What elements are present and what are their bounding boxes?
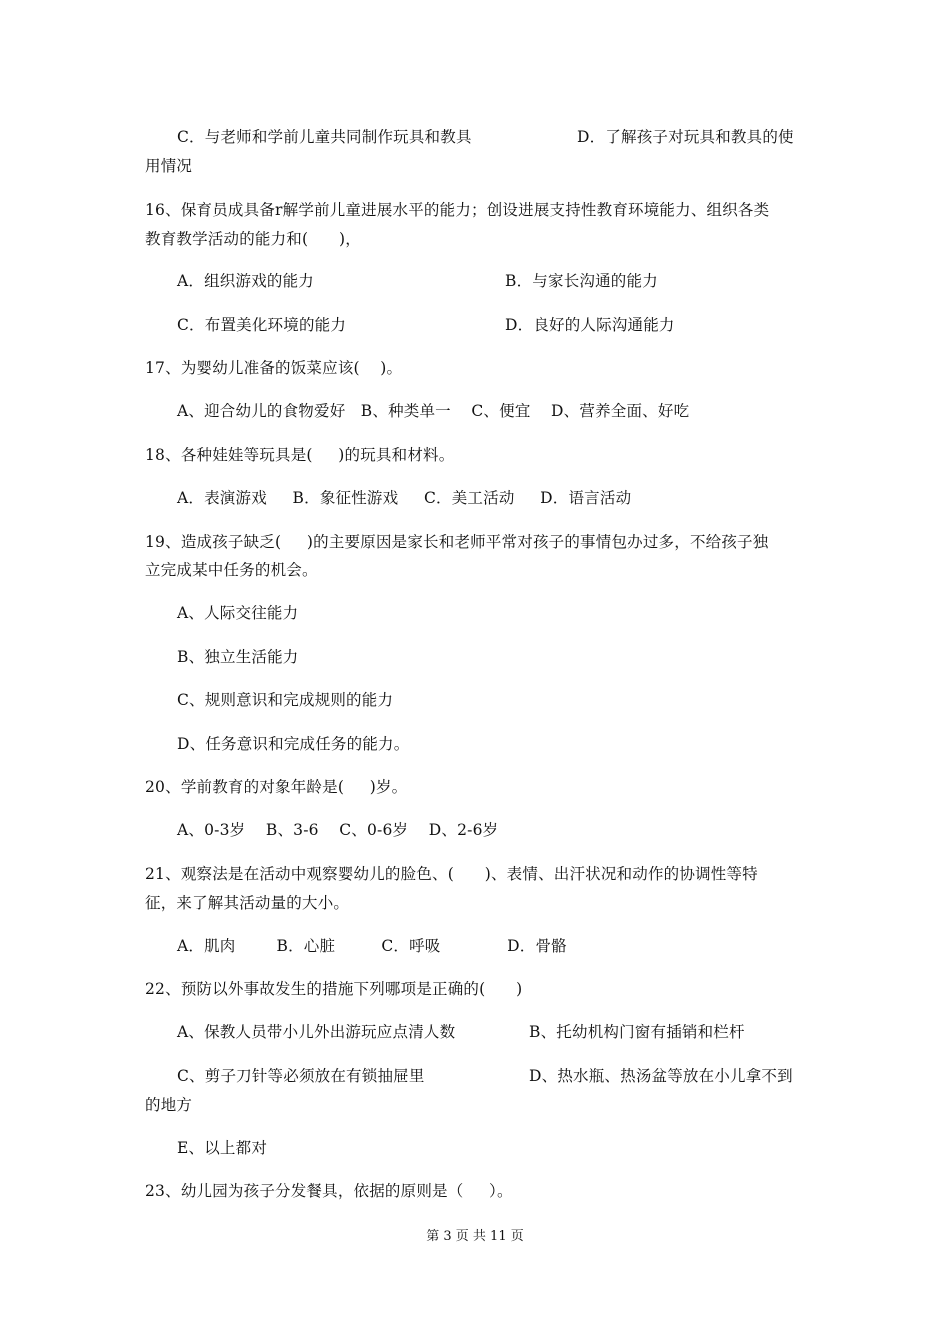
q20-stem: 20、学前教育的对象年龄是( )岁。 <box>145 778 408 796</box>
q22-option-d: D、热水瓶、热汤盆等放在小儿拿不到 <box>529 1067 793 1085</box>
q16-option-d: D．良好的人际沟通能力 <box>505 316 675 334</box>
q15-option-d: D．了解孩子对玩具和教具的使 <box>577 128 794 146</box>
q21-stem: 21、观察法是在活动中观察婴幼儿的脸色、( )、表情、出汗状况和动作的协调性等特 <box>145 865 758 883</box>
q19-option-c: C、规则意识和完成规则的能力 <box>177 691 394 709</box>
q18-stem: 18、各种娃娃等玩具是( )的玩具和材料。 <box>145 446 455 464</box>
q22-option-d-wrap: 的地方 <box>145 1096 193 1114</box>
q19-option-b: B、独立生活能力 <box>177 648 299 666</box>
q17-options: A、迎合幼儿的食物爱好 B、种类单一 C、便宜 D、营养全面、好吃 <box>177 402 690 420</box>
q16-option-c: C．布置美化环境的能力 <box>177 316 347 334</box>
q22-option-a: A、保教人员带小儿外出游玩应点清人数 <box>177 1023 456 1041</box>
q19-stem-wrap: 立完成某中任务的机会。 <box>145 561 318 579</box>
q19-option-a: A、人际交往能力 <box>177 604 299 622</box>
q16-option-b: B．与家长沟通的能力 <box>505 272 658 290</box>
q18-options: A．表演游戏 B．象征性游戏 C．美工活动 D．语言活动 <box>177 489 632 507</box>
q20-options: A、0-3岁 B、3-6 C、0-6岁 D、2-6岁 <box>177 821 499 839</box>
q23-stem: 23、幼儿园为孩子分发餐具，依据的原则是（ ）。 <box>145 1182 513 1200</box>
q16-option-a: A．组织游戏的能力 <box>177 272 314 290</box>
q22-stem: 22、预防以外事故发生的措施下列哪项是正确的( ) <box>145 980 523 998</box>
q21-stem-wrap: 征，来了解其活动量的大小。 <box>145 894 350 912</box>
q17-stem: 17、为婴幼儿准备的饭菜应该( )。 <box>145 359 403 377</box>
q22-option-c: C、剪子刀针等必须放在有锁抽屉里 <box>177 1067 425 1085</box>
q15-option-c: C．与老师和学前儿童共同制作玩具和教具 <box>177 128 472 146</box>
q19-stem: 19、造成孩子缺乏( )的主要原因是家长和老师平常对孩子的事情包办过多，不给孩子独 <box>145 533 769 551</box>
q16-stem-wrap: 教育教学活动的能力和( )， <box>145 230 361 248</box>
q16-stem: 16、保育员成具备r解学前儿童进展水平的能力；创设进展支持性教育环境能力、组织各类 <box>145 201 770 219</box>
q19-option-d: D、任务意识和完成任务的能力。 <box>177 735 410 753</box>
q22-option-e: E、以上都对 <box>177 1139 268 1157</box>
q22-option-b: B、托幼机构门窗有插销和栏杆 <box>529 1023 745 1041</box>
q15-option-d-wrap: 用情况 <box>145 157 193 175</box>
page-number-footer: 第 3 页 共 11 页 <box>426 1229 524 1244</box>
q21-options: A．肌肉 B．心脏 C．呼吸 D．骨骼 <box>177 937 567 955</box>
